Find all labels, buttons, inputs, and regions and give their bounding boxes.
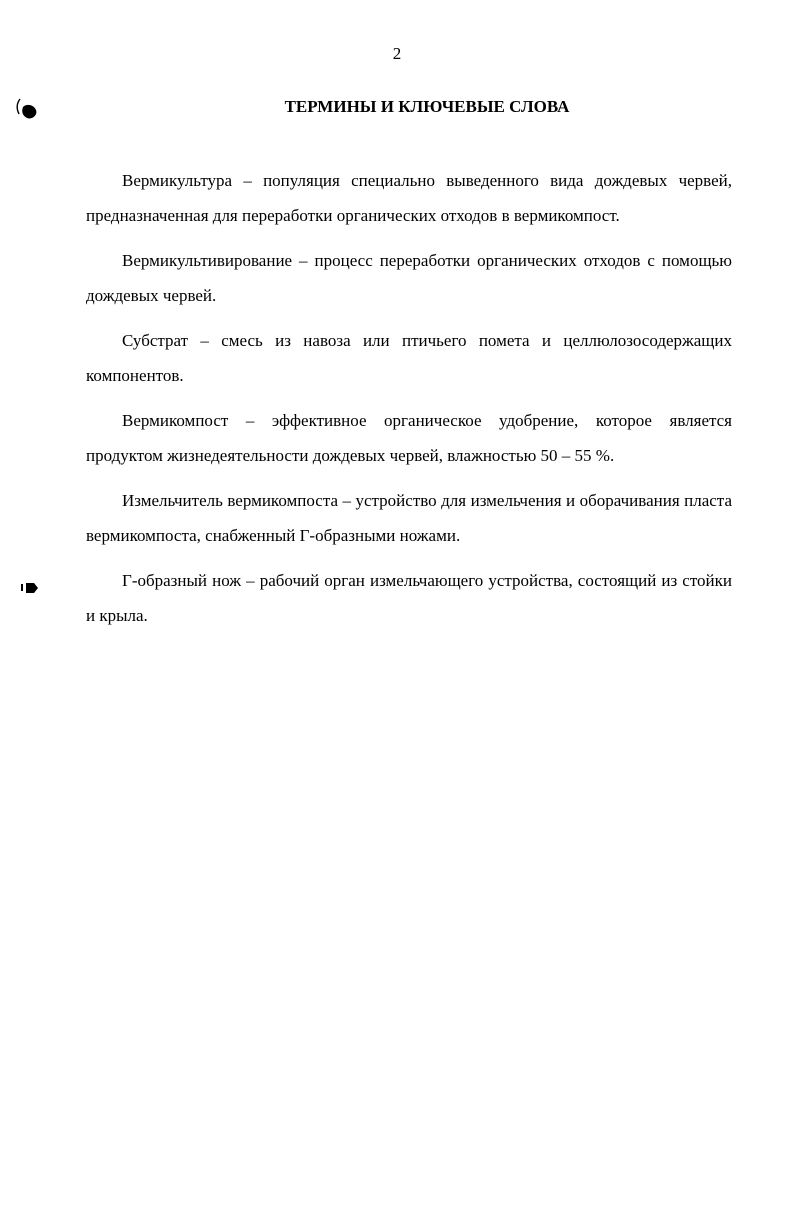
term-vermicompost: Вермикомпост – эффективное органическое удобрение, которое является продуктом жизнедеятельности дождевых червей, влажностью 50 – 55 %. [86, 411, 732, 465]
term-vermiculture: Вермикультура – популяция специально выведенного вида дождевых червей, предназначенная для переработки органических отходов в вермикомпост. [86, 171, 732, 225]
page-number: 2 [392, 44, 402, 63]
term-g-shaped-knife: Г-образный нож – рабочий орган измельчающего устройства, состоящий из стойки и крыла. [86, 571, 732, 625]
terms-list [86, 163, 732, 643]
term-substrate: Субстрат – смесь из навоза или птичьего помета и целлюлозосодержащих компонентов. [86, 331, 732, 385]
scan-mark-bottom [20, 580, 40, 596]
page-title: ТЕРМИНЫ И КЛЮЧЕВЫЕ СЛОВА [284, 97, 570, 116]
term-vermicompost-grinder: Измельчитель вермикомпоста – устройство для измельчения и оборачивания пласта вермикомпоста, снабженный Г-образными ножами. [86, 491, 732, 545]
term-vermicultivation: Вермикультивирование – процесс переработки органических отходов с помощью дождевых червей. [86, 251, 732, 305]
